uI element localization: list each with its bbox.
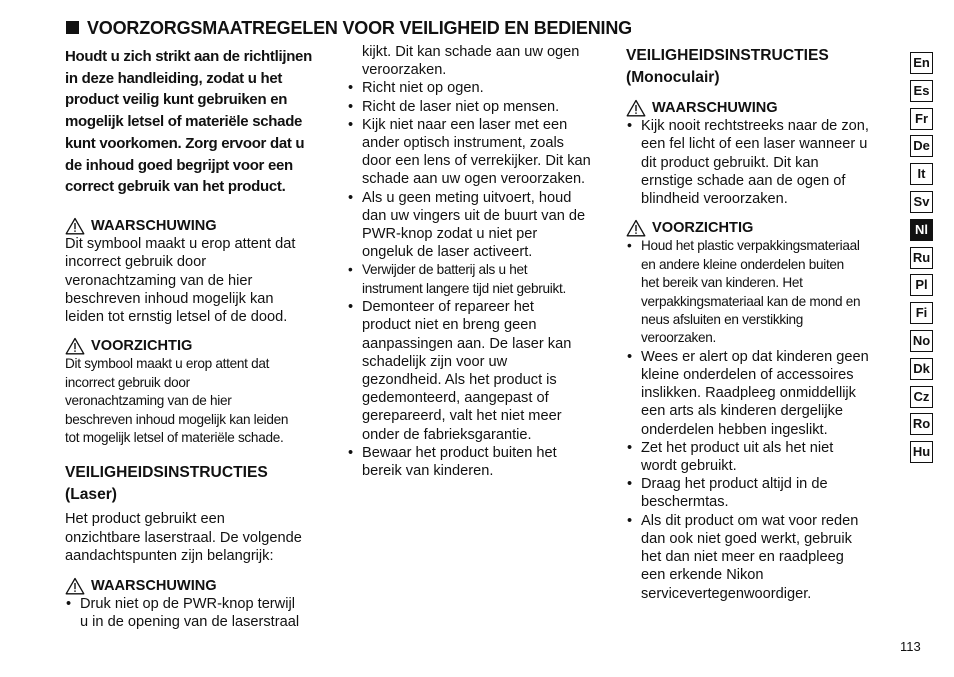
warning-label-text: WAARSCHUWING — [91, 577, 217, 594]
language-tab-sv[interactable]: Sv — [910, 191, 933, 213]
text-line: servicevertegenwoordiger. — [641, 585, 812, 602]
text-line: • Draag het product altijd in de — [641, 476, 828, 493]
text-line: • Als u geen meting uitvoert, houd — [362, 189, 572, 206]
list-item — [65, 595, 333, 631]
text-line: inslikken. Raadpleeg onmiddellijk — [641, 385, 856, 402]
section-heading-text: VOORZORGSMAATREGELEN VOOR VEILIGHEID EN BEDIENING — [87, 18, 632, 38]
caution-description — [65, 355, 333, 447]
text-line: leiden tot ernstig letsel of de dood. — [65, 308, 288, 325]
text-line: dan uw vingers uit de buurt van de — [362, 207, 586, 224]
text-line: product niet en breng geen — [362, 317, 537, 334]
text-line: blindheid veroorzaken. — [641, 191, 788, 208]
text-line: incorrect gebruik door — [65, 254, 207, 271]
text-line: beschreven inhoud mogelijk kan leiden — [65, 411, 289, 427]
language-tab-ru[interactable]: Ru — [910, 247, 933, 269]
language-tab-en[interactable]: En — [910, 52, 933, 74]
list-item — [347, 444, 613, 480]
text-line: aandachtspunten zijn belangrijk: — [65, 547, 274, 564]
section-heading — [66, 18, 632, 39]
text-line: • Richt de laser niet op mensen. — [362, 98, 560, 115]
list-item — [626, 237, 896, 347]
text-line: incorrect gebruik door — [65, 374, 190, 390]
laser-bullet-list — [347, 79, 613, 480]
caution-triangle-icon — [626, 219, 646, 237]
text-line: PWR-knop zodat u niet per — [362, 226, 538, 243]
text-line: instrument langere tijd niet gebruikt. — [362, 280, 566, 296]
intro-line: mogelijk letsel of materiële schade — [65, 113, 303, 131]
text-line: een erkende Nikon — [641, 567, 764, 584]
language-tab-cz[interactable]: Cz — [910, 386, 933, 408]
intro-paragraph — [65, 46, 333, 198]
warning-triangle-icon — [65, 217, 85, 235]
list-item — [626, 439, 896, 475]
language-tab-nl[interactable]: Nl — [910, 219, 933, 241]
text-line: • Zet het product uit als het niet — [641, 439, 834, 456]
text-line: neus afsluiten en verstikking — [641, 312, 804, 328]
page-number: 113 — [900, 639, 921, 654]
text-line: ernstige schade aan de ogen of — [641, 172, 846, 189]
text-line: en andere kleine onderdelen buiten — [641, 256, 844, 272]
text-line: schade aan uw ogen veroorzaken. — [362, 171, 586, 188]
language-tab-es[interactable]: Es — [910, 80, 933, 102]
column-3 — [626, 45, 896, 603]
monocular-section-heading — [626, 45, 896, 88]
list-item — [626, 512, 896, 603]
text-line: • Druk niet op de PWR-knop terwijl — [80, 596, 295, 613]
text-line: gezondheid. Als het product is — [362, 372, 557, 389]
text-line: veroorzaken. — [362, 62, 447, 79]
text-line: tot mogelijk letsel of materiële schade. — [65, 429, 284, 445]
list-item — [626, 117, 896, 208]
text-line: door een lens of verrekijker. Dit kan — [362, 153, 591, 170]
language-tab-dk[interactable]: Dk — [910, 358, 933, 380]
square-bullet-icon — [66, 21, 79, 34]
warning-label-text: WAARSCHUWING — [652, 100, 778, 116]
heading-line: (Monoculair) — [626, 68, 720, 86]
text-line: Het product gebruikt een — [65, 511, 225, 528]
text-line: onzichtbare laserstraal. De volgende — [65, 529, 302, 546]
text-line: onderdelen hebben ingeslikt. — [641, 421, 828, 438]
laser-warning-label — [65, 577, 333, 595]
text-line: • Als dit product om wat voor reden — [641, 512, 859, 529]
list-item — [626, 475, 896, 511]
intro-line: Houdt u zich strikt aan de richtlijnen — [65, 48, 312, 65]
text-line: aanpassingen aan. De laser kan — [362, 335, 572, 352]
text-line: ongeluk de laser activeert. — [362, 244, 533, 261]
language-tab-ro[interactable]: Ro — [910, 413, 933, 435]
list-item — [347, 298, 613, 444]
warning-triangle-icon — [626, 99, 646, 117]
heading-line: VEILIGHEIDSINSTRUCTIES — [65, 464, 268, 482]
list-item — [626, 348, 896, 439]
intro-line: kunt voorkomen. Zorg ervoor dat u — [65, 134, 305, 152]
caution-triangle-icon — [65, 337, 85, 355]
text-line: • Kijk niet naar een laser met een — [362, 116, 568, 133]
text-line: beschermtas. — [641, 494, 729, 511]
text-line: een arts als kinderen dergelijke — [641, 403, 843, 420]
text-line: wordt gebruikt. — [641, 458, 737, 475]
caution-label — [65, 337, 333, 355]
language-tab-pl[interactable]: Pl — [910, 274, 933, 296]
text-line: gedemonteerd, aangepast of — [362, 390, 549, 407]
monocular-warning-list — [626, 117, 896, 208]
text-line: beschreven inhoud mogelijk kan — [65, 290, 274, 307]
text-line: het dan niet meer en raadpleeg — [641, 549, 844, 566]
language-tab-it[interactable]: It — [910, 163, 933, 185]
warning-label-text: WAARSCHUWING — [91, 217, 217, 234]
text-line: dan ook niet goed werkt, gebruik — [641, 530, 852, 547]
text-line: u in de opening van de laserstraal — [80, 614, 300, 631]
warning-triangle-icon — [65, 577, 85, 595]
text-line: schadelijk zijn voor uw — [362, 353, 508, 370]
list-item — [347, 98, 613, 116]
monocular-warning-label — [626, 99, 896, 117]
list-item — [347, 189, 613, 262]
laser-intro — [65, 510, 333, 565]
heading-line: (Laser) — [65, 485, 117, 503]
language-tab-fi[interactable]: Fi — [910, 302, 933, 324]
text-line: Dit symbool maakt u erop attent dat — [65, 236, 296, 253]
text-line: kleine onderdelen of accessoires — [641, 367, 854, 384]
text-line: • Houd het plastic verpakkingsmateriaal — [641, 238, 860, 254]
text-line: dit product gebruikt. Dit kan — [641, 154, 819, 171]
text-line: • Wees er alert op dat kinderen geen — [641, 348, 869, 365]
intro-line: de inhoud goed begrijpt voor een — [65, 156, 293, 174]
caution-label-text: VOORZICHTIG — [91, 338, 193, 355]
language-tab-hu[interactable]: Hu — [910, 441, 933, 463]
warning-label — [65, 217, 333, 235]
list-item — [347, 116, 613, 189]
list-item — [347, 261, 613, 298]
text-line: veronachtzaming van de hier — [65, 393, 232, 409]
continued-text — [347, 43, 613, 79]
text-line: ander optisch instrument, zoals — [362, 135, 564, 152]
list-item — [347, 79, 613, 97]
text-line: • Kijk nooit rechtstreeks naar de zon, — [641, 118, 869, 135]
text-line: gerepareerd, valt het niet meer — [362, 408, 562, 425]
monocular-caution-label — [626, 219, 896, 237]
laser-warning-list — [65, 595, 333, 631]
text-line: • Bewaar het product buiten het — [362, 444, 557, 461]
text-line: bereik van kinderen. — [362, 463, 494, 480]
text-line: verpakkingsmateriaal kan de mond en — [641, 293, 861, 309]
monocular-caution-list — [626, 237, 896, 602]
text-line: • Demonteer of repareer het — [362, 299, 534, 316]
heading-line: VEILIGHEIDSINSTRUCTIES — [626, 47, 829, 64]
text-line: kijkt. Dit kan schade aan uw ogen — [362, 44, 580, 60]
column-2 — [347, 43, 613, 480]
laser-section-heading — [65, 462, 333, 505]
language-tab-fr[interactable]: Fr — [910, 108, 933, 130]
text-line: • Richt niet op ogen. — [362, 80, 484, 97]
language-tab-no[interactable]: No — [910, 330, 933, 352]
text-line: het bereik van kinderen. Het — [641, 275, 803, 291]
language-tab-de[interactable]: De — [910, 135, 933, 157]
text-line: een fel licht of een laser wanneer u — [641, 136, 868, 153]
text-line: • Verwijder de batterij als u het — [362, 262, 528, 278]
column-1 — [65, 46, 333, 632]
warning-description — [65, 235, 333, 326]
intro-line: correct gebruik van het product. — [65, 178, 286, 196]
text-line: onder de fabrieksgarantie. — [362, 426, 532, 443]
caution-label-text: VOORZICHTIG — [652, 220, 754, 237]
text-line: veroorzaken. — [641, 330, 716, 346]
text-line: veronachtzaming van de hier — [65, 272, 253, 289]
intro-line: product veilig kunt gebruiken en — [65, 91, 288, 109]
intro-line: in deze handleiding, zodat u het — [65, 69, 283, 87]
language-tabs — [910, 52, 935, 469]
text-line: Dit symbool maakt u erop attent dat — [65, 356, 270, 372]
